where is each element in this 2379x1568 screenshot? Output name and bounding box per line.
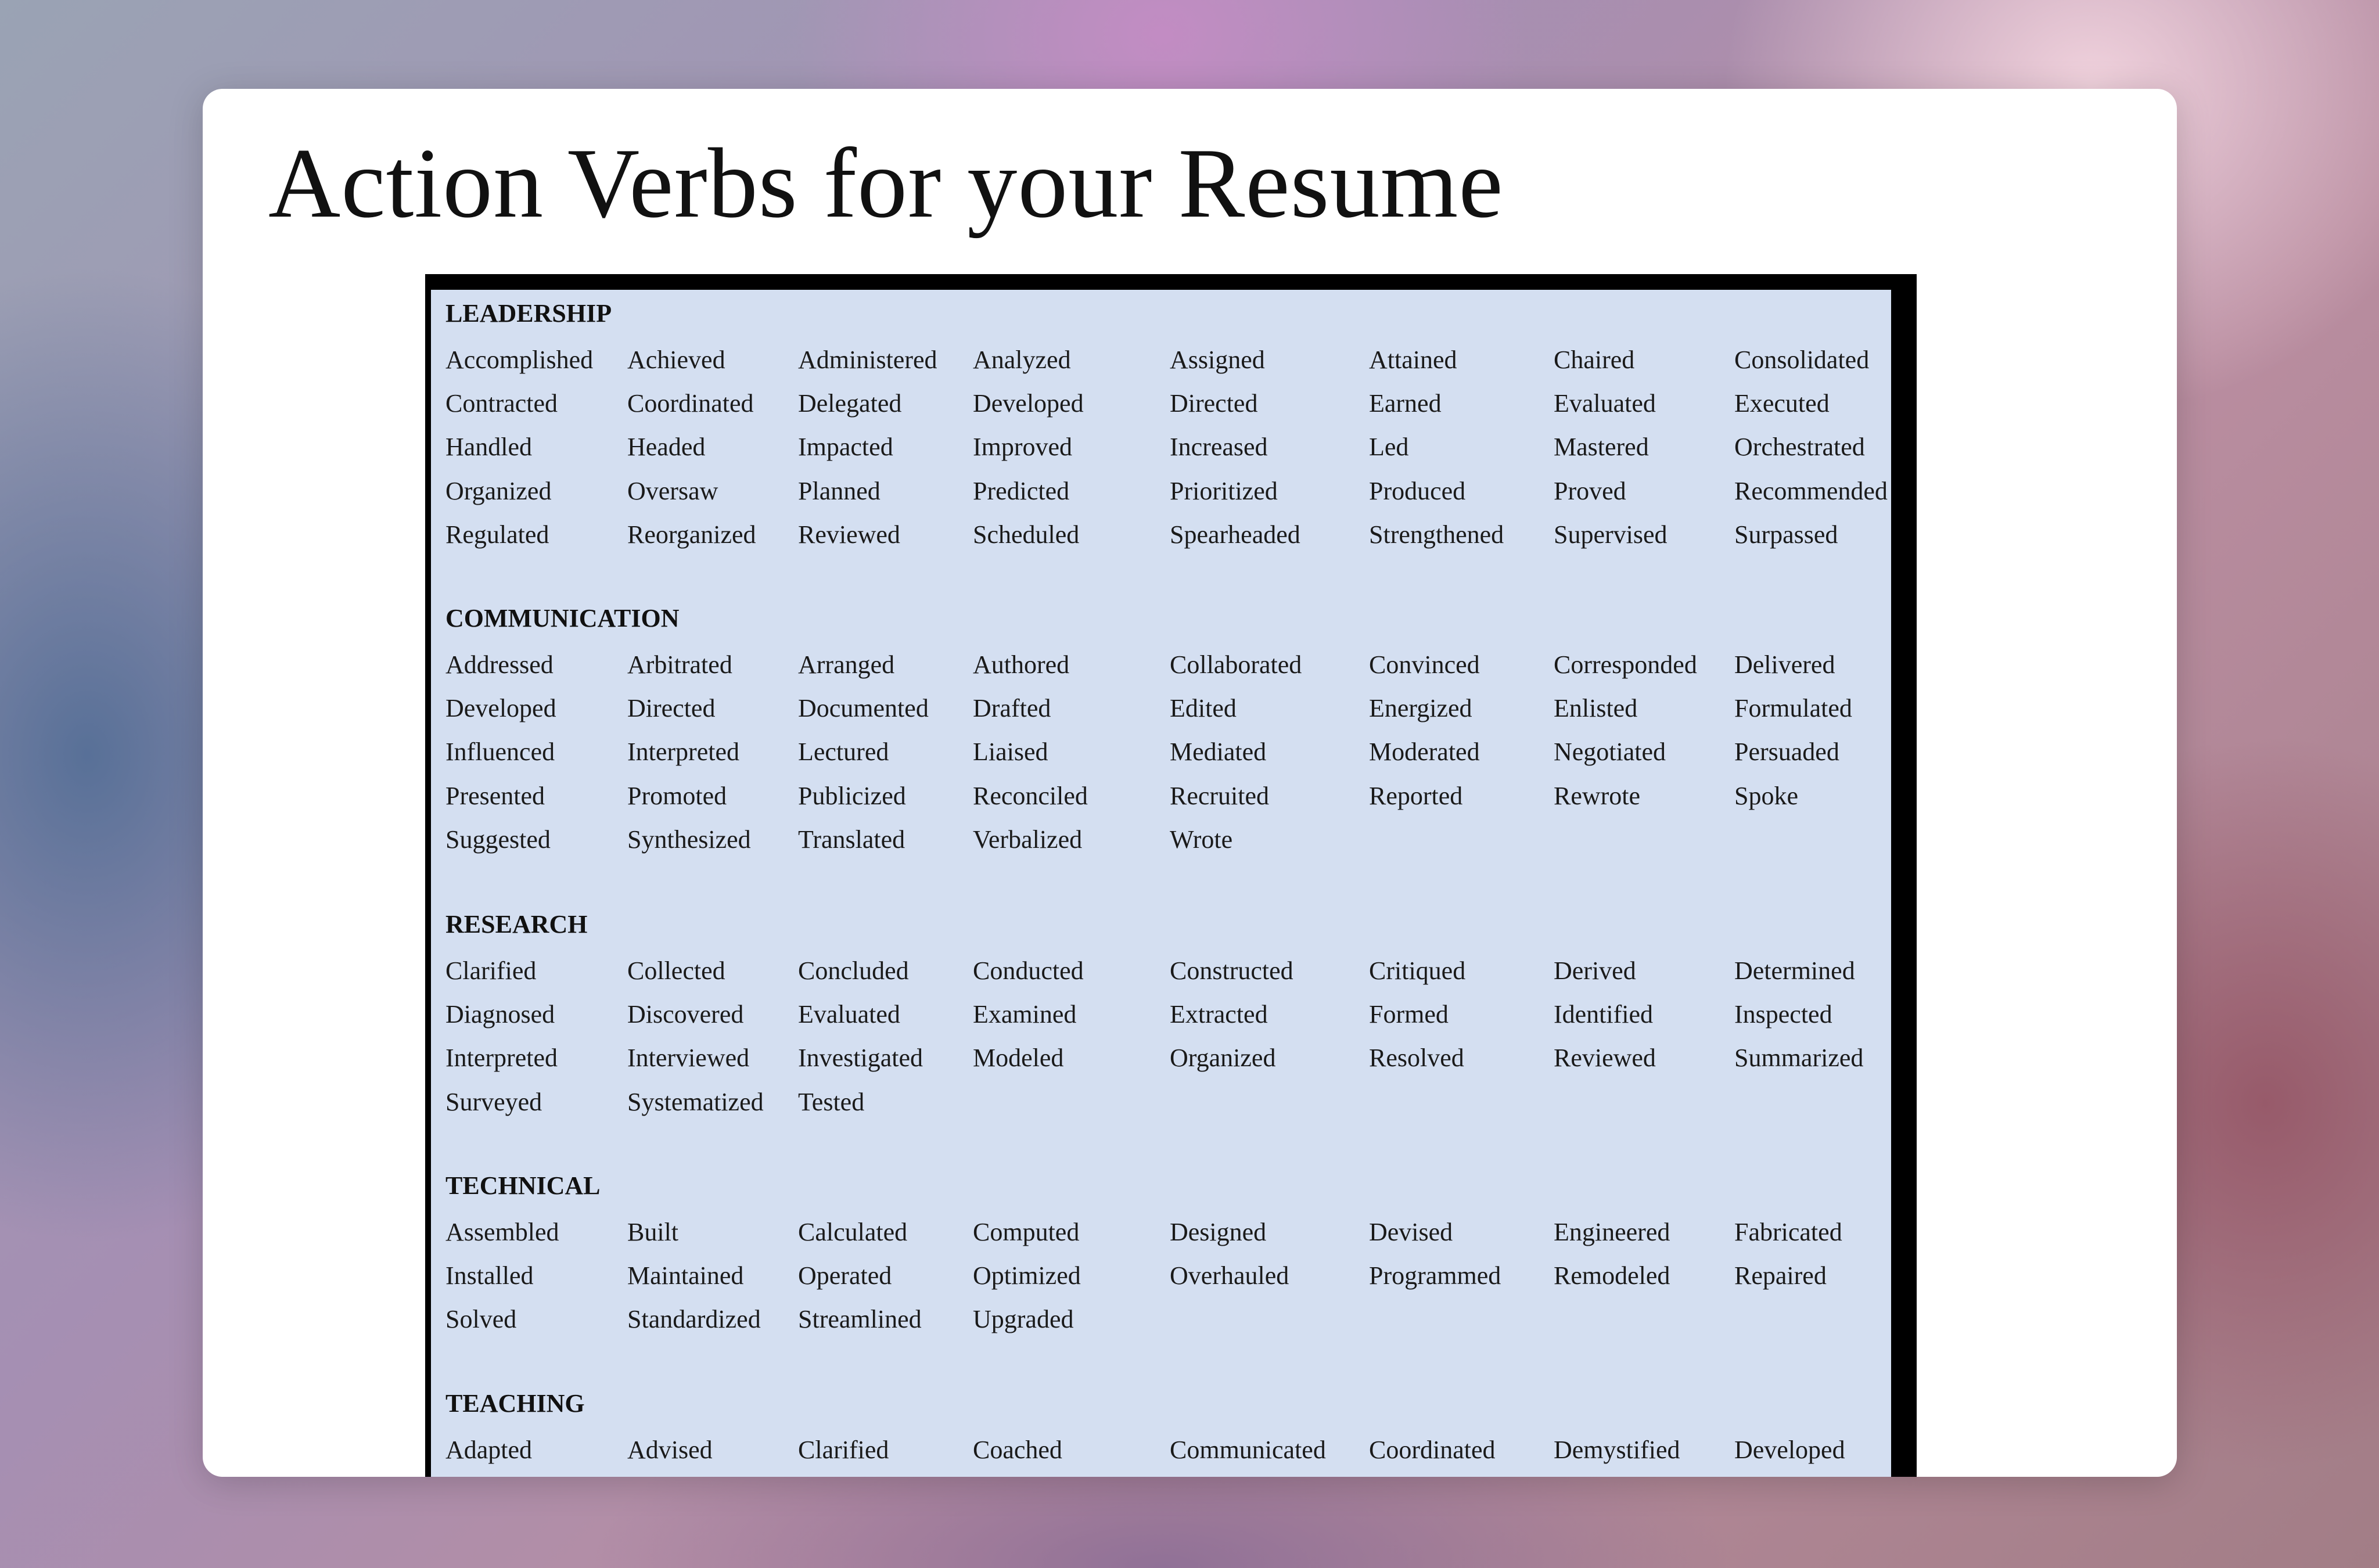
verb-leadership-executed: Executed [1734, 389, 1830, 418]
verb-communication-spoke: Spoke [1734, 782, 1798, 810]
verb-table [431, 290, 1891, 1477]
verb-teaching-coached: Coached [973, 1436, 1062, 1464]
verb-teaching-coordinated: Coordinated [1369, 1436, 1496, 1464]
verb-leadership-developed: Developed [973, 389, 1084, 418]
verb-research-critiqued: Critiqued [1369, 956, 1466, 985]
verb-research-extracted: Extracted [1170, 1000, 1268, 1028]
verb-technical-operated: Operated [798, 1261, 892, 1290]
verb-research-diagnosed: Diagnosed [445, 1000, 555, 1028]
verb-research-collected: Collected [627, 956, 725, 985]
verb-research-identified: Identified [1554, 1000, 1654, 1028]
verb-communication-influenced: Influenced [445, 738, 555, 766]
verb-communication-arbitrated: Arbitrated [627, 650, 732, 679]
verb-communication-rewrote: Rewrote [1554, 782, 1641, 810]
verb-teaching-developed: Developed [1734, 1436, 1845, 1464]
verb-communication-presented: Presented [445, 782, 545, 810]
verb-leadership-accomplished: Accomplished [445, 346, 594, 374]
verb-communication-negotiated: Negotiated [1554, 738, 1666, 766]
verb-leadership-surpassed: Surpassed [1734, 520, 1838, 549]
verb-communication-moderated: Moderated [1369, 738, 1480, 766]
verb-communication-verbalized: Verbalized [973, 825, 1083, 854]
verb-technical-designed: Designed [1170, 1218, 1267, 1246]
verb-technical-repaired: Repaired [1734, 1261, 1827, 1290]
verb-leadership-increased: Increased [1170, 433, 1268, 461]
verb-communication-promoted: Promoted [627, 782, 727, 810]
verb-communication-drafted: Drafted [973, 694, 1051, 722]
verb-research-resolved: Resolved [1369, 1044, 1464, 1072]
verb-communication-liaised: Liaised [973, 738, 1048, 766]
verb-leadership-predicted: Predicted [973, 477, 1070, 505]
document-frame [425, 274, 1917, 1477]
verb-leadership-earned: Earned [1369, 389, 1442, 418]
verb-communication-translated: Translated [798, 825, 905, 854]
verb-technical-installed: Installed [445, 1261, 534, 1290]
verb-research-reviewed: Reviewed [1554, 1044, 1656, 1072]
verb-research-discovered: Discovered [627, 1000, 744, 1028]
verb-technical-devised: Devised [1369, 1218, 1453, 1246]
verb-research-surveyed: Surveyed [445, 1088, 542, 1116]
verb-communication-reported: Reported [1369, 782, 1463, 810]
verb-research-clarified: Clarified [445, 956, 537, 985]
verb-research-organized: Organized [1170, 1044, 1276, 1072]
verb-technical-solved: Solved [445, 1305, 517, 1333]
verb-technical-computed: Computed [973, 1218, 1080, 1246]
verb-leadership-directed: Directed [1170, 389, 1258, 418]
verb-communication-arranged: Arranged [798, 650, 895, 679]
verb-research-formed: Formed [1369, 1000, 1449, 1028]
document-card [203, 89, 2177, 1477]
verb-communication-directed: Directed [627, 694, 716, 722]
verb-leadership-coordinated: Coordinated [627, 389, 754, 418]
verb-communication-lectured: Lectured [798, 738, 889, 766]
section-heading-communication: COMMUNICATION [445, 604, 680, 632]
verb-leadership-produced: Produced [1369, 477, 1466, 505]
verb-leadership-scheduled: Scheduled [973, 520, 1080, 549]
verb-communication-developed: Developed [445, 694, 556, 722]
verb-technical-assembled: Assembled [445, 1218, 559, 1246]
verb-communication-energized: Energized [1369, 694, 1472, 722]
verb-leadership-orchestrated: Orchestrated [1734, 433, 1865, 461]
verb-research-tested: Tested [798, 1088, 865, 1116]
verb-communication-documented: Documented [798, 694, 929, 722]
verb-technical-programmed: Programmed [1369, 1261, 1501, 1290]
verb-communication-persuaded: Persuaded [1734, 738, 1839, 766]
verb-communication-addressed: Addressed [445, 650, 554, 679]
verb-leadership-impacted: Impacted [798, 433, 893, 461]
verb-leadership-reorganized: Reorganized [627, 520, 756, 549]
verb-research-determined: Determined [1734, 956, 1855, 985]
section-heading-research: RESEARCH [445, 910, 588, 938]
verb-leadership-attained: Attained [1369, 346, 1457, 374]
verb-communication-recruited: Recruited [1170, 782, 1270, 810]
verb-leadership-oversaw: Oversaw [627, 477, 718, 505]
verb-communication-synthesized: Synthesized [627, 825, 751, 854]
section-heading-technical: TECHNICAL [445, 1171, 601, 1200]
verb-teaching-demystified: Demystified [1554, 1436, 1680, 1464]
verb-technical-remodeled: Remodeled [1554, 1261, 1670, 1290]
verb-leadership-organized: Organized [445, 477, 552, 505]
verb-technical-standardized: Standardized [627, 1305, 761, 1333]
verb-leadership-assigned: Assigned [1170, 346, 1265, 374]
verb-communication-publicized: Publicized [798, 782, 906, 810]
verb-technical-engineered: Engineered [1554, 1218, 1670, 1246]
verb-leadership-chaired: Chaired [1554, 346, 1635, 374]
verb-research-inspected: Inspected [1734, 1000, 1832, 1028]
verb-leadership-analyzed: Analyzed [973, 346, 1071, 374]
verb-leadership-planned: Planned [798, 477, 881, 505]
verb-leadership-strengthened: Strengthened [1369, 520, 1504, 549]
verb-leadership-administered: Administered [798, 346, 937, 374]
verb-research-summarized: Summarized [1734, 1044, 1864, 1072]
verb-communication-mediated: Mediated [1170, 738, 1267, 766]
verb-leadership-headed: Headed [627, 433, 706, 461]
section-heading-teaching: TEACHING [445, 1389, 585, 1418]
verb-communication-formulated: Formulated [1734, 694, 1852, 722]
verb-communication-reconciled: Reconciled [973, 782, 1088, 810]
verb-research-examined: Examined [973, 1000, 1077, 1028]
verb-research-interpreted: Interpreted [445, 1044, 558, 1072]
verb-leadership-prioritized: Prioritized [1170, 477, 1278, 505]
verb-research-concluded: Concluded [798, 956, 909, 985]
verb-leadership-regulated: Regulated [445, 520, 549, 549]
verb-technical-fabricated: Fabricated [1734, 1218, 1842, 1246]
verb-leadership-led: Led [1369, 433, 1409, 461]
verb-leadership-spearheaded: Spearheaded [1170, 520, 1300, 549]
verb-technical-overhauled: Overhauled [1170, 1261, 1289, 1290]
verb-communication-edited: Edited [1170, 694, 1237, 722]
verb-communication-wrote: Wrote [1170, 825, 1233, 854]
verb-research-systematized: Systematized [627, 1088, 764, 1116]
verb-leadership-delegated: Delegated [798, 389, 902, 418]
verb-teaching-clarified: Clarified [798, 1436, 889, 1464]
verb-technical-upgraded: Upgraded [973, 1305, 1074, 1333]
verb-leadership-mastered: Mastered [1554, 433, 1649, 461]
verb-communication-authored: Authored [973, 650, 1070, 679]
verb-leadership-achieved: Achieved [627, 346, 725, 374]
verb-leadership-consolidated: Consolidated [1734, 346, 1870, 374]
verb-technical-built: Built [627, 1218, 679, 1246]
verb-research-constructed: Constructed [1170, 956, 1293, 985]
verb-leadership-improved: Improved [973, 433, 1073, 461]
verb-communication-corresponded: Corresponded [1554, 650, 1697, 679]
verb-leadership-supervised: Supervised [1554, 520, 1668, 549]
verb-leadership-evaluated: Evaluated [1554, 389, 1656, 418]
page-title: Action Verbs for your Resume [268, 128, 1504, 239]
verb-communication-suggested: Suggested [445, 825, 551, 854]
verb-leadership-contracted: Contracted [445, 389, 558, 418]
verb-teaching-adapted: Adapted [445, 1436, 533, 1464]
verb-research-investigated: Investigated [798, 1044, 923, 1072]
verb-research-derived: Derived [1554, 956, 1636, 985]
verb-communication-collaborated: Collaborated [1170, 650, 1302, 679]
verb-technical-calculated: Calculated [798, 1218, 908, 1246]
verb-technical-optimized: Optimized [973, 1261, 1081, 1290]
verb-technical-maintained: Maintained [627, 1261, 744, 1290]
section-heading-leadership: LEADERSHIP [445, 299, 612, 328]
verb-research-interviewed: Interviewed [627, 1044, 750, 1072]
verb-communication-interpreted: Interpreted [627, 738, 739, 766]
verb-leadership-handled: Handled [445, 433, 533, 461]
verb-communication-enlisted: Enlisted [1554, 694, 1638, 722]
verb-technical-streamlined: Streamlined [798, 1305, 922, 1333]
verb-research-modeled: Modeled [973, 1044, 1064, 1072]
verb-communication-convinced: Convinced [1369, 650, 1480, 679]
verb-leadership-recommended: Recommended [1734, 477, 1888, 505]
verb-leadership-proved: Proved [1554, 477, 1626, 505]
verb-leadership-reviewed: Reviewed [798, 520, 900, 549]
verb-communication-delivered: Delivered [1734, 650, 1835, 679]
verb-teaching-communicated: Communicated [1170, 1436, 1326, 1464]
verb-teaching-advised: Advised [627, 1436, 713, 1464]
verb-research-evaluated: Evaluated [798, 1000, 900, 1028]
verb-research-conducted: Conducted [973, 956, 1084, 985]
